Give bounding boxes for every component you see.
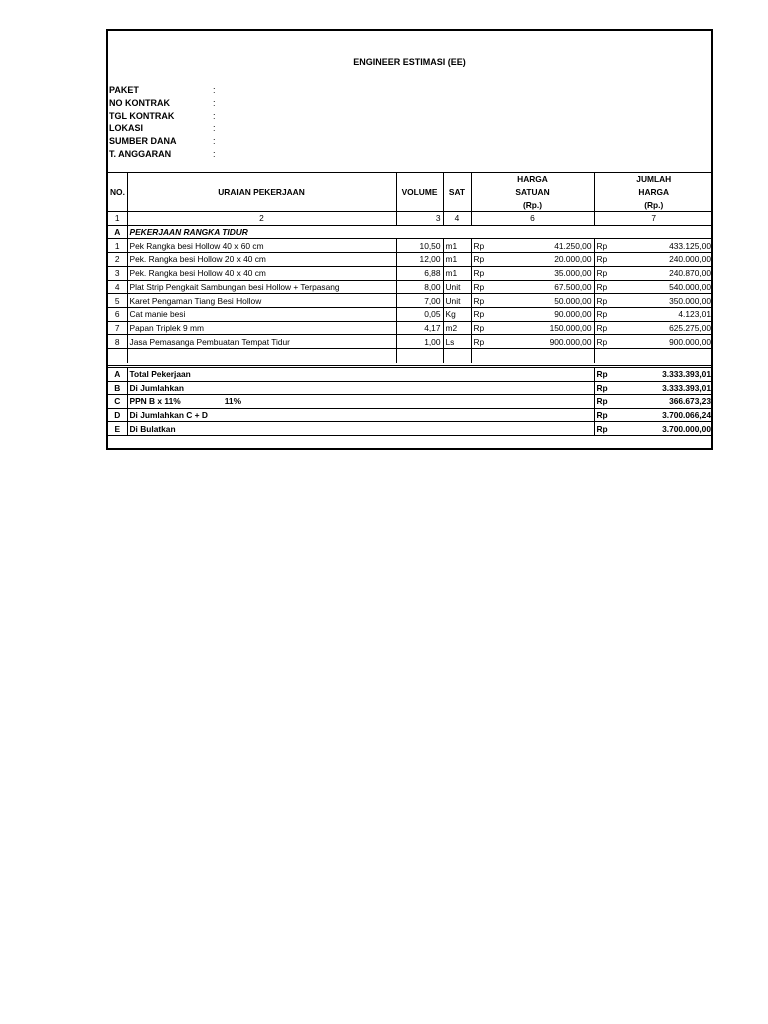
info-label: LOKASI [109, 123, 144, 134]
item-total: 240.870,00 [611, 266, 713, 280]
header-harga-1: HARGA [471, 173, 594, 186]
info-row-tgl-kontrak [109, 110, 216, 123]
item-currency: Rp [594, 266, 611, 280]
item-no: 4 [108, 280, 127, 294]
summary-label: Di Bulatkan [127, 422, 594, 436]
item-no: 3 [108, 266, 127, 280]
table-row [108, 239, 713, 253]
summary-code: B [108, 381, 127, 395]
item-no: 6 [108, 307, 127, 321]
summary-label: Di Jumlahkan [127, 381, 594, 395]
item-unit-price: 900.000,00 [488, 335, 594, 349]
table-row [108, 321, 713, 335]
summary-code: A [108, 366, 127, 381]
item-currency: Rp [471, 266, 488, 280]
item-no: 1 [108, 239, 127, 253]
header-jumlah-3: (Rp.) [644, 199, 664, 210]
header-row [108, 173, 713, 186]
summary-row [108, 408, 713, 422]
item-currency: Rp [471, 307, 488, 321]
summary-row [108, 395, 713, 409]
estimate-sheet [106, 29, 713, 450]
item-currency: Rp [594, 280, 611, 294]
summary-currency: Rp [594, 366, 611, 381]
summary-label-ppn [127, 395, 594, 409]
table-row [108, 335, 713, 349]
section-title: PEKERJAAN RANGKA TIDUR [127, 225, 713, 239]
info-colon: : [213, 97, 216, 108]
summary-currency: Rp [594, 395, 611, 409]
info-colon: : [213, 148, 216, 159]
summary-code: C [108, 395, 127, 409]
info-label: PAKET [109, 85, 139, 95]
item-total: 240.000,00 [611, 253, 713, 267]
colnum-volume: 3 [396, 212, 443, 226]
item-volume: 10,50 [396, 239, 443, 253]
info-row-paket [109, 84, 216, 97]
colnum-jumlah: 7 [594, 212, 713, 226]
summary-code: D [108, 408, 127, 422]
item-unit-price: 90.000,00 [488, 307, 594, 321]
item-unit-price: 41.250,00 [488, 239, 594, 253]
info-colon: : [213, 110, 216, 121]
item-volume: 6,88 [396, 266, 443, 280]
summary-value: 366.673,23 [611, 395, 713, 409]
header-harga-3: (Rp.) [471, 198, 594, 211]
item-volume: 7,00 [396, 294, 443, 308]
item-total: 900.000,00 [611, 335, 713, 349]
item-desc: Pek. Rangka besi Hollow 40 x 40 cm [127, 266, 396, 280]
info-row-t-anggaran [109, 148, 216, 161]
summary-label: Di Jumlahkan C + D [127, 408, 594, 422]
summary-value: 3.333.393,01 [611, 366, 713, 381]
item-total: 625.275,00 [611, 321, 713, 335]
item-unit-price: 35.000,00 [488, 266, 594, 280]
header-no: NO. [108, 173, 127, 212]
item-currency: Rp [471, 239, 488, 253]
item-currency: Rp [471, 335, 488, 349]
item-unit: m1 [443, 266, 471, 280]
colnum-sat: 4 [443, 212, 471, 226]
info-row-sumber-dana [109, 135, 216, 148]
item-unit-price: 67.500,00 [488, 280, 594, 294]
summary-tax-rate: 11% [224, 396, 242, 407]
item-currency: Rp [594, 294, 611, 308]
info-colon: : [213, 136, 216, 147]
summary-value: 3.333.393,01 [611, 381, 713, 395]
item-currency: Rp [471, 253, 488, 267]
header-harga-2: SATUAN [471, 186, 594, 199]
item-desc: Papan Triplek 9 mm [127, 321, 396, 335]
info-row-no-kontrak [109, 97, 216, 110]
item-currency: Rp [594, 239, 611, 253]
summary-currency: Rp [594, 422, 611, 436]
summary-value: 3.700.066,24 [611, 408, 713, 422]
header-jumlah-1: JUMLAH [594, 173, 713, 186]
info-label: TGL KONTRAK [109, 110, 175, 121]
summary-label: PPN B x 11% [129, 396, 181, 407]
info-row-lokasi [109, 122, 216, 135]
item-currency: Rp [471, 280, 488, 294]
summary-row [108, 366, 713, 381]
item-volume: 12,00 [396, 253, 443, 267]
item-volume: 4,17 [396, 321, 443, 335]
item-unit-price: 50.000,00 [488, 294, 594, 308]
item-unit: m1 [443, 253, 471, 267]
item-unit-price: 150.000,00 [488, 321, 594, 335]
item-currency: Rp [594, 335, 611, 349]
item-no: 5 [108, 294, 127, 308]
summary-value: 3.700.000,00 [611, 422, 713, 436]
item-currency: Rp [594, 253, 611, 267]
item-unit: Unit [443, 280, 471, 294]
summary-label: Total Pekerjaan [127, 366, 594, 381]
colnum-uraian: 2 [127, 212, 396, 226]
estimate-table [108, 172, 713, 436]
column-number-row [108, 212, 713, 226]
table-row [108, 294, 713, 308]
item-volume: 1,00 [396, 335, 443, 349]
item-currency: Rp [471, 321, 488, 335]
colnum-harga: 6 [471, 212, 594, 226]
info-label: T. ANGGARAN [109, 148, 172, 159]
header-sat: SAT [443, 173, 471, 212]
section-row [108, 225, 713, 239]
summary-row [108, 422, 713, 436]
table-row [108, 280, 713, 294]
item-total: 540.000,00 [611, 280, 713, 294]
item-unit: Ls [443, 335, 471, 349]
header-volume: VOLUME [396, 173, 443, 212]
empty-row [108, 348, 713, 363]
item-volume: 0,05 [396, 307, 443, 321]
item-no: 7 [108, 321, 127, 335]
item-currency: Rp [594, 307, 611, 321]
info-label: SUMBER DANA [109, 136, 177, 147]
item-desc: Karet Pengaman Tiang Besi Hollow [127, 294, 396, 308]
table-row [108, 307, 713, 321]
item-unit: Unit [443, 294, 471, 308]
item-no: 2 [108, 253, 127, 267]
header-uraian: URAIAN PEKERJAAN [127, 173, 396, 212]
document-title: ENGINEER ESTIMASI (EE) [353, 57, 466, 67]
colnum-no: 1 [108, 212, 127, 226]
item-unit: Kg [443, 307, 471, 321]
table-row [108, 266, 713, 280]
project-info [109, 84, 216, 161]
summary-code: E [108, 422, 127, 436]
item-total: 433.125,00 [611, 239, 713, 253]
header-jumlah-2: HARGA [638, 187, 670, 198]
item-unit: m1 [443, 239, 471, 253]
info-colon: : [213, 85, 216, 95]
item-desc: Cat manie besi [127, 307, 396, 321]
section-code: A [108, 225, 127, 239]
item-desc: Plat Strip Pengkait Sambungan besi Hollow + Terpasang [127, 280, 396, 294]
item-volume: 8,00 [396, 280, 443, 294]
summary-row [108, 381, 713, 395]
summary-currency: Rp [594, 381, 611, 395]
item-desc: Pek Rangka besi Hollow 40 x 60 cm [127, 239, 396, 253]
item-unit: m2 [443, 321, 471, 335]
info-label: NO KONTRAK [109, 97, 170, 108]
item-total: 350.000,00 [611, 294, 713, 308]
summary-currency: Rp [594, 408, 611, 422]
item-currency: Rp [594, 321, 611, 335]
item-no: 8 [108, 335, 127, 349]
table-row [108, 253, 713, 267]
item-currency: Rp [471, 294, 488, 308]
info-colon: : [213, 123, 216, 134]
item-unit-price: 20.000,00 [488, 253, 594, 267]
item-desc: Jasa Pemasanga Pembuatan Tempat Tidur [127, 335, 396, 349]
item-desc: Pek. Rangka besi Hollow 20 x 40 cm [127, 253, 396, 267]
item-total: 4.123,01 [611, 307, 713, 321]
